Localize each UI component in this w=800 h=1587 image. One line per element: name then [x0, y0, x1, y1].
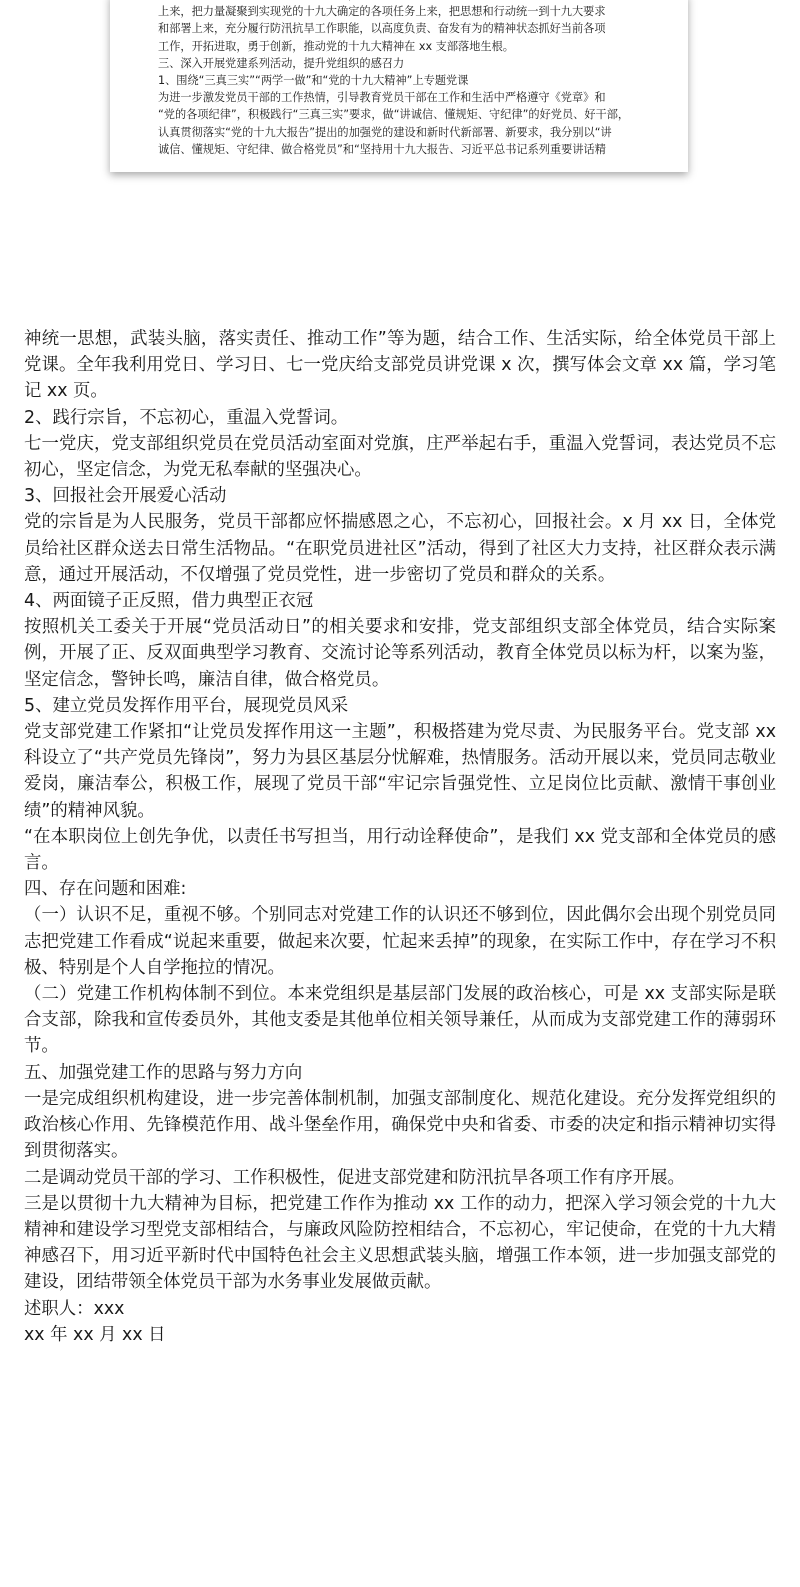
preview-subheading: 1、围绕“三真三实”“两学一做”和“党的十九大精神”上专题党课 — [158, 74, 469, 88]
document-body — [24, 326, 776, 1348]
document-preview-page — [110, 0, 688, 172]
preview-heading: 三、深入开展党建系列活动，提升党组织的感召力 — [158, 56, 405, 70]
body-paragraph: （一）认识不足，重视不够。个别同志对党建工作的认识还不够到位，因此偶尔会出现个别党员同志把党建工作看成“说起来重要，做起来次要，忙起来丢掉”的现象，在实际工作中，存在学习不积极、特别是个人自学拖拉的情况。 — [24, 905, 776, 978]
section-subheading: 3、回报社会开展爱心活动 — [24, 486, 227, 507]
body-paragraph: 一是完成组织机构建设，进一步完善体制机制，加强支部制度化、规范化建设。充分发挥党组织的政治核心作用、先锋模范作用、战斗堡垒作用，确保党中央和省委、市委的决定和指示精神切实得到贯彻落实。 — [24, 1088, 776, 1162]
body-paragraph: “在本职岗位上创先争优，以责任书写担当，用行动诠释使命”，是我们 xx 党支部和全体党员的感言。 — [24, 826, 776, 874]
body-paragraph: 七一党庆，党支部组织党员在党员活动室面对党旗，庄严举起右手，重温入党誓词，表达党员不忘初心，坚定信念，为党无私奉献的坚强决心。 — [24, 433, 776, 481]
preview-line: 上来，把力量凝聚到实现党的十九大确定的各项任务上来，把思想和行动统一到十九大要求 — [158, 5, 606, 19]
preview-line: 和部署上来，充分履行防汛抗旱工作职能，以高度负责、奋发有为的精神状态抓好当前各项 — [158, 22, 606, 36]
body-paragraph: 按照机关工委关于开展“党员活动日”的相关要求和安排，党支部组织支部全体党员，结合实际案例，开展了正、反双面典型学习教育、交流讨论等系列活动，教育全体党员以标为杆，以案为鉴，坚定信念，警钟长鸣，廉洁自律，做合格党员。 — [24, 617, 776, 690]
section-heading: 四、存在问题和困难: — [24, 879, 187, 900]
date-line: xx 年 xx 月 xx 日 — [24, 1324, 166, 1345]
document-preview-area — [0, 0, 800, 210]
preview-line: 认真贯彻落实“党的十九大报告”提出的加强党的建设和新时代新部署、新要求，我分别以“讲 — [158, 125, 612, 139]
preview-line: 为进一步激发党员干部的工作热情，引导教育党员干部在工作和生活中严格遵守《党章》和 — [158, 91, 606, 105]
body-paragraph: 神统一思想，武装头脑，落实责任、推动工作”等为题，结合工作、生活实际，给全体党员干部上党课。全年我利用党日、学习日、七一党庆给支部党员讲党课 x 次，撰写体会文章 xx 篇，学习笔记 xx 页。 — [24, 329, 776, 402]
preview-text-block — [158, 0, 648, 158]
section-heading: 五、加强党建工作的思路与努力方向 — [24, 1062, 303, 1083]
signature-line: 述职人：xxx — [24, 1298, 125, 1319]
body-paragraph: 党支部党建工作紧扣“让党员发挥作用这一主题”，积极搭建为党尽责、为民服务平台。党支部 xx 科设立了“共产党员先锋岗”，努力为县区基层分忧解难，热情服务。活动开展以来，党员同志敬业爱岗，廉洁奉公，积极工作，展现了党员干部“牢记宗旨强党性、立足岗位比贡献、激情干事创业绩”的精神风貌。 — [24, 722, 776, 821]
preview-line: 工作，开拓进取，勇于创新，推动党的十九大精神在 xx 支部落地生根。 — [158, 39, 514, 53]
section-subheading: 4、两面镜子正反照，借力典型正衣冠 — [24, 591, 314, 612]
section-subheading: 2、践行宗旨，不忘初心，重温入党誓词。 — [24, 407, 349, 428]
body-paragraph: 党的宗旨是为人民服务，党员干部都应怀揣感恩之心，不忘初心，回报社会。x 月 xx 日，全体党员给社区群众送去日常生活物品。“在职党员进社区”活动，得到了社区大力支持，社区群众表示满意，通过开展活动，不仅增强了党员党性，进一步密切了党员和群众的关系。 — [24, 512, 776, 585]
body-paragraph: 三是以贯彻十九大精神为目标，把党建工作作为推动 xx 工作的动力，把深入学习领会党的十九大精神和建设学习型党支部相结合，与廉政风险防控相结合，不忘初心，牢记使命，在党的十九大精神感召下，用习近平新时代中国特色社会主义思想武装头脑，增强工作本领，进一步加强支部党的建设，团结带领全体党员干部为水务事业发展做贡献。 — [24, 1193, 776, 1293]
body-paragraph: （二）党建工作机构体制不到位。本来党组织是基层部门发展的政治核心，可是 xx 支部实际是联合支部，除我和宣传委员外，其他支委是其他单位相关领导兼任，从而成为支部党建工作的薄弱环节。 — [24, 984, 776, 1057]
preview-line: 诚信、懂规矩、守纪律、做合格党员”和“坚持用十九大报告、习近平总书记系列重要讲话精 — [158, 142, 606, 156]
preview-line: “党的各项纪律”，积极践行“三真三实”要求，做“讲诚信、懂规矩、守纪律”的好党员、好干部， — [158, 108, 630, 122]
body-paragraph: 二是调动党员干部的学习、工作积极性，促进支部党建和防汛抗旱各项工作有序开展。 — [24, 1167, 685, 1188]
section-subheading: 5、建立党员发挥作用平台，展现党员风采 — [24, 695, 349, 716]
